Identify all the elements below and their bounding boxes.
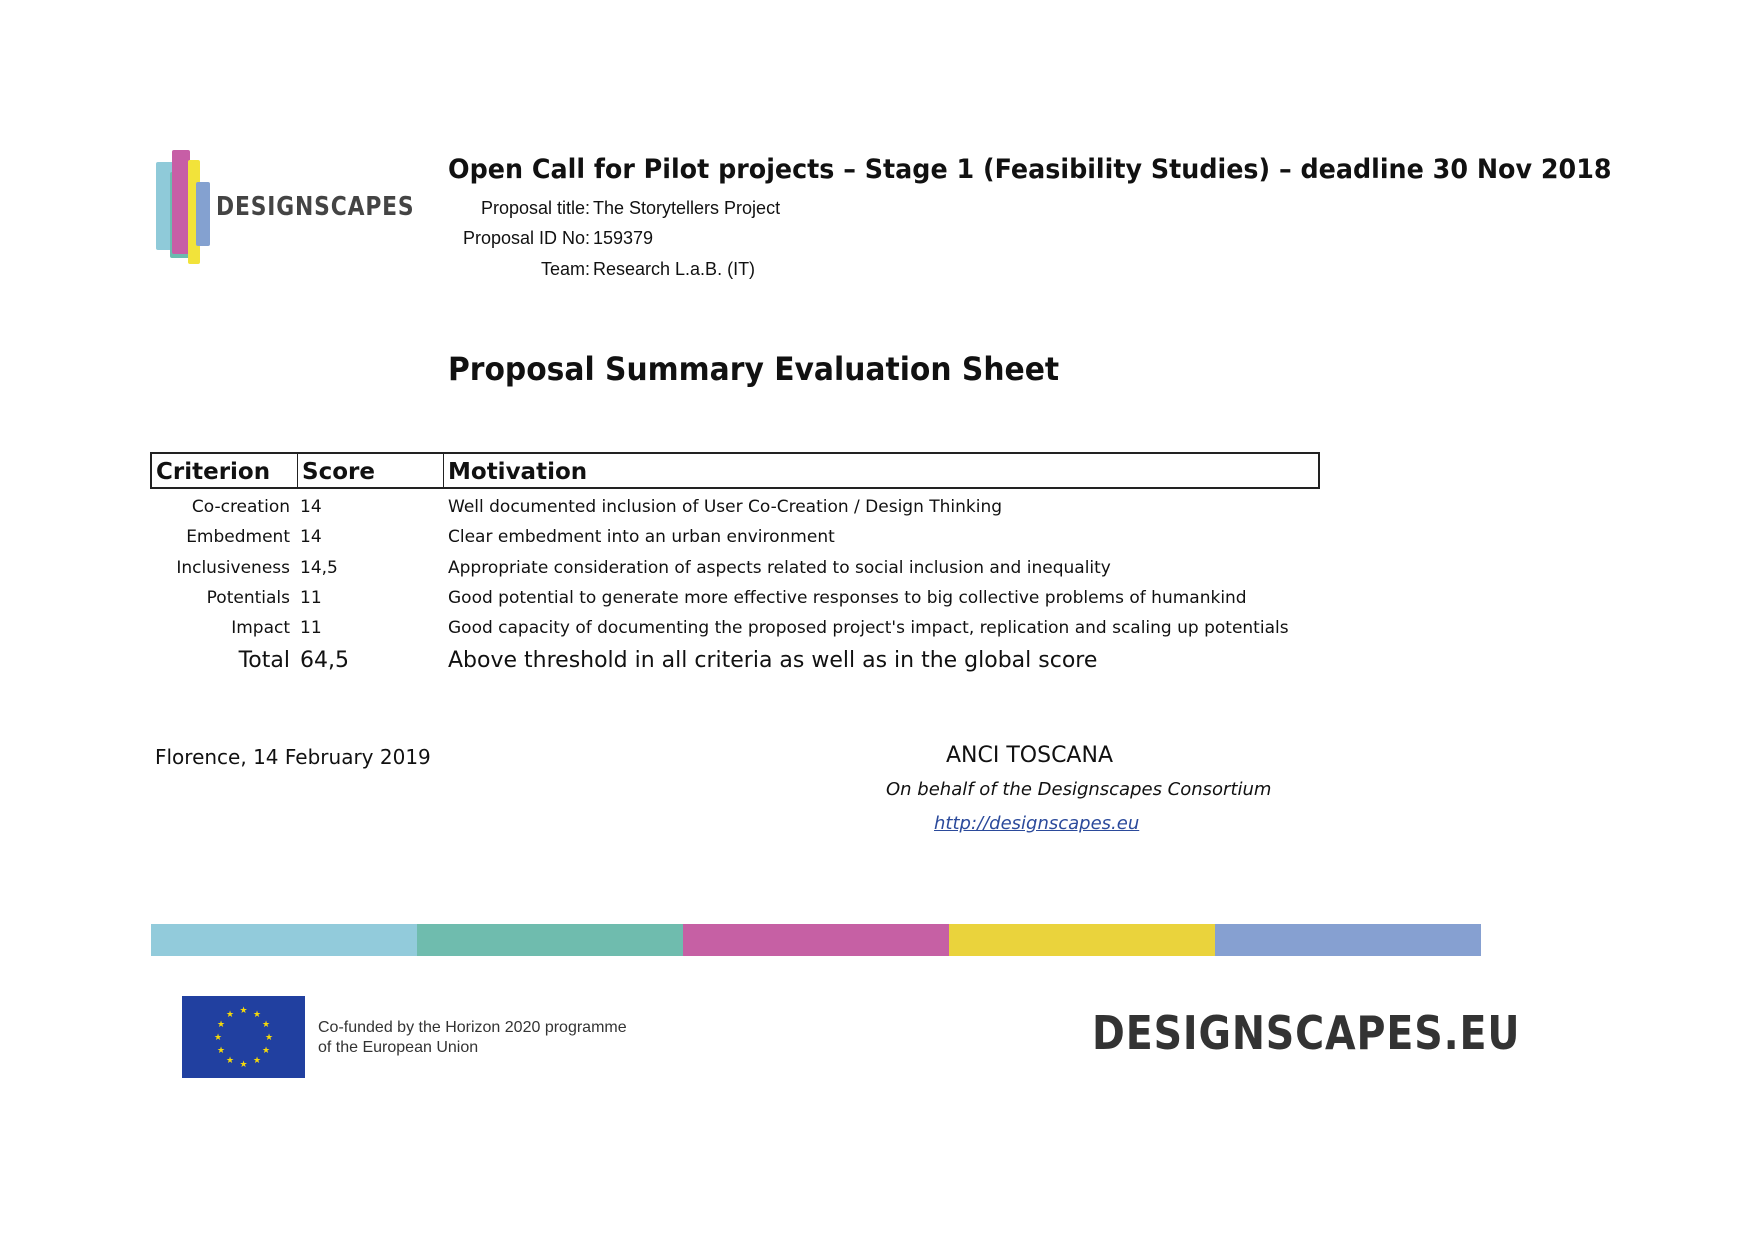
- svg-text:★: ★: [216, 1020, 226, 1030]
- place-date: Florence, 14 February 2019: [155, 745, 431, 769]
- team-label: Team:: [540, 259, 590, 279]
- row-score: 11: [300, 588, 322, 608]
- color-stripe: [151, 924, 1481, 956]
- header-criterion: Criterion: [152, 454, 298, 487]
- total-score: 64,5: [300, 648, 349, 673]
- total-label: Total: [238, 648, 290, 673]
- team-value: Research L.a.B. (IT): [593, 259, 756, 279]
- table-row: [150, 497, 1350, 527]
- header-score: Score: [298, 454, 444, 487]
- cofunded-line-1: Co-funded by the Horizon 2020 programme: [318, 1019, 627, 1036]
- proposal-title-label: Proposal title:: [480, 198, 590, 218]
- table-row: [150, 618, 1350, 648]
- table-row: [150, 527, 1350, 557]
- row-score: 14: [300, 497, 322, 517]
- row-criterion: Embedment: [186, 527, 290, 547]
- stripe-segment-light-blue: [151, 924, 417, 956]
- stripe-segment-yellow: [949, 924, 1215, 956]
- total-row: [150, 648, 1350, 678]
- eu-flag-icon: [182, 996, 305, 1078]
- row-criterion: Potentials: [206, 588, 290, 608]
- svg-text:★: ★: [252, 1056, 262, 1066]
- organization-name: ANCI TOSCANA: [946, 743, 1113, 768]
- proposal-id-row: [440, 228, 880, 256]
- svg-text:★: ★: [213, 1033, 223, 1043]
- stripe-segment-teal: [417, 924, 683, 956]
- row-score: 11: [300, 618, 322, 638]
- row-score: 14: [300, 527, 322, 547]
- on-behalf-text: On behalf of the Designscapes Consortium: [886, 779, 1272, 800]
- svg-text:★: ★: [225, 1056, 235, 1066]
- svg-text:★: ★: [225, 1010, 235, 1020]
- designscapes-logo: [150, 148, 415, 266]
- row-motivation: Appropriate consideration of aspects related to social inclusion and inequality: [448, 558, 1111, 578]
- call-title: Open Call for Pilot projects – Stage 1 (Feasibility Studies) – deadline 30 Nov 2018: [448, 154, 1612, 185]
- proposal-id-value: 159379: [593, 228, 654, 248]
- logo-bar-blue: [196, 182, 210, 246]
- row-motivation: Good potential to generate more effective responses to big collective problems of humankind: [448, 588, 1247, 608]
- cofunded-text: [318, 1018, 627, 1058]
- svg-text:★: ★: [239, 1006, 248, 1016]
- brand-wordmark: DESIGNSCAPES.EU: [1092, 1006, 1521, 1060]
- row-score: 14,5: [300, 558, 338, 578]
- table-row: [150, 588, 1350, 618]
- evaluation-table-header: [150, 452, 1320, 489]
- svg-text:★: ★: [216, 1046, 226, 1056]
- svg-text:★: ★: [261, 1046, 271, 1056]
- cofunded-line-2: of the European Union: [318, 1039, 479, 1056]
- website-link[interactable]: http://designscapes.eu: [934, 813, 1140, 834]
- row-criterion: Impact: [231, 618, 290, 638]
- table-row: [150, 558, 1350, 588]
- stripe-segment-magenta: [683, 924, 949, 956]
- proposal-id-label: Proposal ID No:: [462, 228, 590, 248]
- proposal-title-row: [440, 198, 880, 226]
- total-motivation: Above threshold in all criteria as well as in the global score: [448, 648, 1098, 673]
- team-row: [440, 259, 880, 287]
- header-motivation: Motivation: [448, 459, 588, 485]
- logo-text: DESIGNSCAPES: [216, 192, 415, 222]
- proposal-title-value: The Storytellers Project: [593, 198, 781, 218]
- row-motivation: Good capacity of documenting the proposed project's impact, replication and scaling up potentials: [448, 618, 1289, 638]
- svg-text:★: ★: [239, 1060, 248, 1070]
- stripe-segment-blue: [1215, 924, 1481, 956]
- svg-text:★: ★: [261, 1020, 271, 1030]
- svg-text:★: ★: [252, 1010, 262, 1020]
- row-motivation: Clear embedment into an urban environment: [448, 527, 835, 547]
- row-motivation: Well documented inclusion of User Co-Creation / Design Thinking: [448, 497, 1003, 517]
- row-criterion: Inclusiveness: [176, 558, 290, 578]
- svg-text:★: ★: [264, 1033, 274, 1043]
- sheet-title: Proposal Summary Evaluation Sheet: [448, 350, 1060, 388]
- row-criterion: Co-creation: [191, 497, 290, 517]
